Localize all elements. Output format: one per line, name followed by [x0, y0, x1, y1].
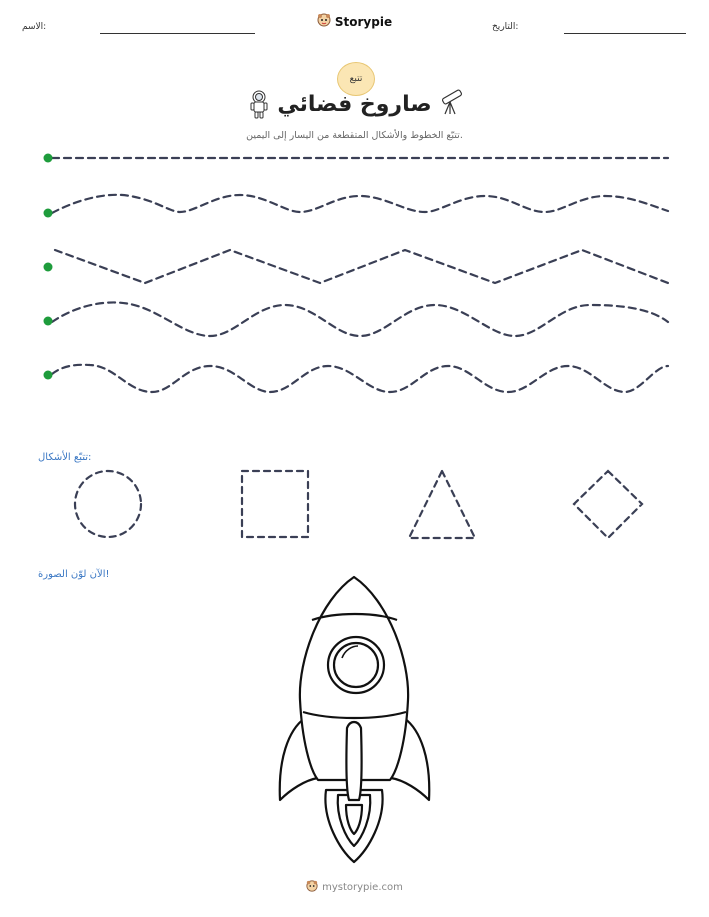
start-dot-icon — [44, 371, 53, 380]
start-dot-icon — [44, 317, 53, 326]
trace-shapes — [75, 471, 642, 538]
trace-line-wave-1 — [52, 195, 668, 213]
trace-line-wave-3 — [52, 365, 668, 392]
trace-line-wave-2 — [52, 302, 668, 336]
badge-label: تتبع — [349, 74, 363, 84]
shapes-section-label: تتبّع الأشكال: — [38, 452, 92, 463]
color-section-label: الآن لوّن الصورة! — [38, 569, 110, 580]
start-dots — [44, 154, 53, 380]
astronaut-icon — [251, 91, 267, 118]
rocket-illustration — [280, 577, 430, 862]
telescope-icon — [442, 89, 462, 114]
date-label: التاريخ: — [492, 22, 519, 32]
page-subtitle: تتبّع الخطوط والأشكال المتقطعة من اليسار إلى اليمين. — [246, 130, 463, 141]
footer — [0, 880, 709, 895]
brand-name: Storypie — [334, 14, 393, 29]
trace-shape-circle — [75, 471, 141, 537]
trace-lines — [52, 158, 668, 392]
trace-shape-triangle — [409, 471, 475, 538]
trace-shape-square — [242, 471, 308, 537]
start-dot-icon — [44, 263, 53, 272]
start-dot-icon — [44, 209, 53, 218]
page-title-text: صاروخ فضائي — [277, 92, 432, 117]
start-dot-icon — [44, 154, 53, 163]
name-label: الاسم: — [22, 22, 47, 32]
trace-shape-diamond — [574, 471, 642, 538]
footer-link[interactable]: mystorypie.com — [322, 882, 403, 893]
storypie-logo-icon — [306, 880, 318, 895]
trace-line-zigzag — [55, 250, 668, 283]
